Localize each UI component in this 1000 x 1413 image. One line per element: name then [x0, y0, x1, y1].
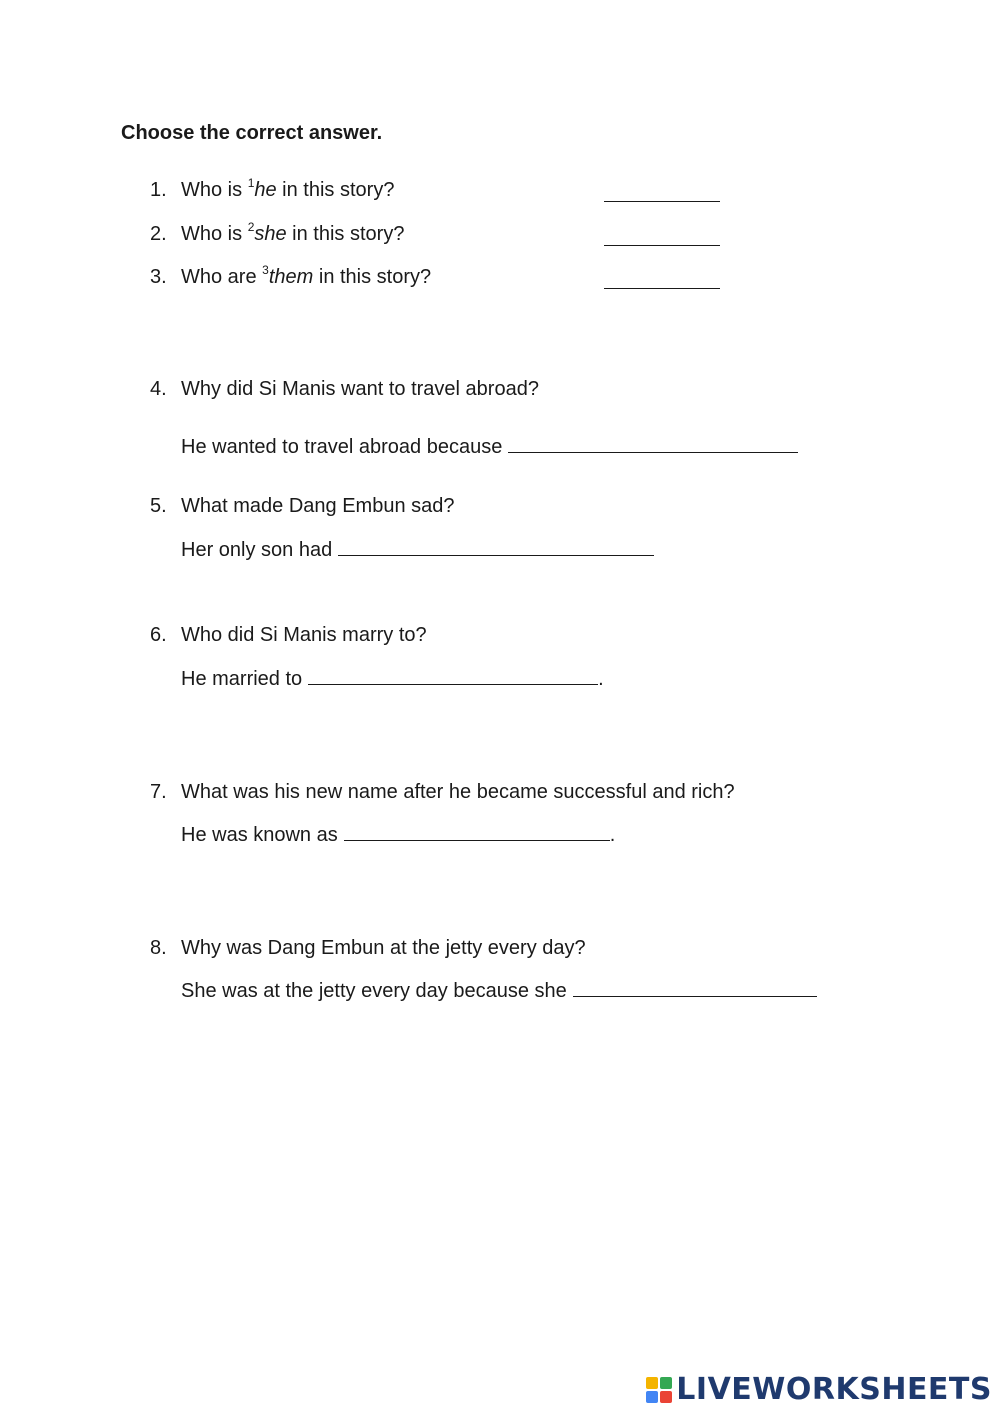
question-number: 5. [150, 495, 167, 517]
answer-6-prompt: He married to [181, 668, 303, 690]
answer-7-period: . [609, 824, 616, 846]
question-5-text: What made Dang Embun sad? [181, 495, 455, 517]
instruction-heading: Choose the correct answer. [121, 122, 383, 144]
liveworksheets-logo [646, 1372, 992, 1407]
answer-blank-2[interactable] [604, 245, 720, 246]
question-number: 8. [150, 937, 167, 959]
question-number: 7. [150, 781, 167, 803]
question-4-text: Why did Si Manis want to travel abroad? [181, 378, 539, 400]
question-number: 2. [150, 223, 167, 245]
question-7-text: What was his new name after he became successful and rich? [181, 781, 735, 803]
answer-8-prompt: She was at the jetty every day because she [181, 980, 567, 1002]
answer-4-line [181, 436, 798, 459]
question-3-text: Who are $^3$them in this story? [181, 263, 432, 288]
answer-7-line [181, 824, 615, 847]
answer-blank-1[interactable] [604, 201, 720, 202]
answer-blank-4[interactable] [508, 436, 798, 453]
answer-6-period: . [598, 668, 604, 690]
liveworksheets-logo-icon [646, 1377, 672, 1403]
question-2-text: Who is $^2$she in this story? [181, 220, 405, 245]
answer-blank-7[interactable] [344, 824, 610, 841]
question-number: 4. [150, 378, 167, 400]
answer-blank-6[interactable] [308, 668, 598, 685]
answer-blank-3[interactable] [604, 288, 720, 289]
answer-blank-8[interactable] [573, 980, 817, 997]
question-6-text: Who did Si Manis marry to? [181, 624, 427, 646]
answer-6-line [181, 668, 604, 691]
answer-5-line [181, 539, 654, 562]
answer-blank-5[interactable] [338, 539, 654, 556]
question-number: 6. [150, 624, 167, 646]
question-8-text: Why was Dang Embun at the jetty every day? [181, 937, 586, 959]
question-1-text: Who is $^1$he in this story? [181, 176, 395, 201]
answer-8-line [181, 980, 817, 1003]
answer-5-prompt: Her only son had [181, 539, 333, 561]
question-number: 1. [150, 179, 167, 201]
answer-4-prompt: He wanted to travel abroad because [181, 436, 503, 458]
logo-text: LIVEWORKSHEETS [676, 1372, 992, 1407]
question-number: 3. [150, 266, 167, 288]
answer-7-prompt: He was known as [181, 824, 338, 846]
